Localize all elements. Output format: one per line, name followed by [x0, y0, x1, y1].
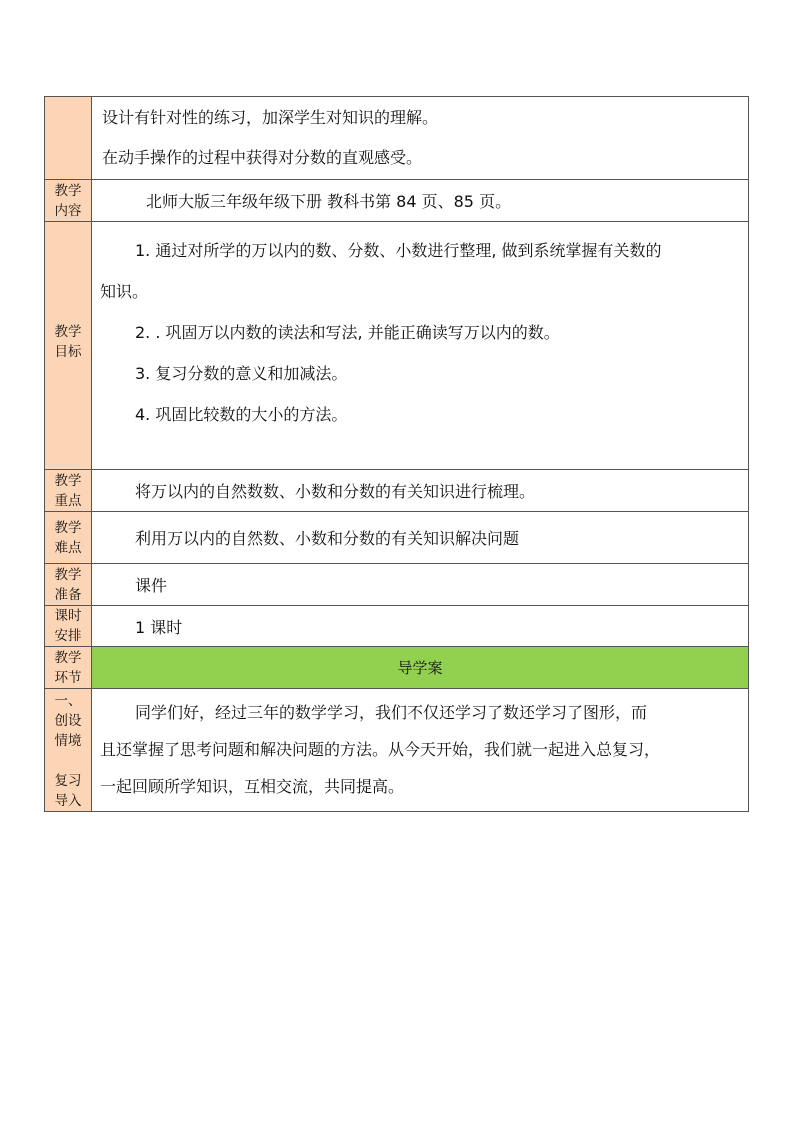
row-label: 教学 准备 [45, 564, 92, 606]
empty-label-cell [45, 97, 92, 180]
difficulties-row [45, 512, 749, 564]
row-label: 教学 内容 [45, 180, 92, 222]
stage-header: 导学案 [92, 647, 749, 689]
preparation-text: 课件 [92, 564, 749, 606]
goals-continued-row [45, 97, 749, 180]
objective-item: 知识。 [100, 282, 149, 301]
text-line: 且还掌握了思考问题和解决问题的方法。从今天开始，我们就一起进入总复习， [100, 740, 661, 759]
row-label: 一、 创设 情境 复习 导入 [45, 689, 92, 812]
objective-item: 4. 巩固比较数的大小的方法。 [135, 405, 348, 424]
content-row [45, 180, 749, 222]
intro-row [45, 689, 749, 812]
objectives-content [92, 222, 749, 470]
schedule-text: 1 课时 [92, 606, 749, 647]
row-label: 教学 环节 [45, 647, 92, 689]
stage-row [45, 647, 749, 689]
objective-item: 1. 通过对所学的万以内的数、分数、小数进行整理, 做到系统掌握有关数的 [135, 241, 662, 260]
objective-item: 3. 复习分数的意义和加减法。 [135, 364, 348, 383]
text-line: 设计有针对性的练习，加深学生对知识的理解。 [102, 108, 439, 127]
key-points-row [45, 470, 749, 512]
text-line: 在动手操作的过程中获得对分数的直观感受。 [102, 148, 423, 167]
row-label: 教学 重点 [45, 470, 92, 512]
content-text: 北师大版三年级年级下册 教科书第 84 页、85 页。 [92, 180, 749, 222]
objective-item: 2. . 巩固万以内数的读法和写法, 并能正确读写万以内的数。 [135, 323, 560, 342]
schedule-row [45, 606, 749, 647]
preparation-row [45, 564, 749, 606]
row-label: 教学 难点 [45, 512, 92, 564]
lesson-plan-table [44, 96, 749, 812]
row-label: 教学 目标 [45, 222, 92, 470]
intro-content [92, 689, 749, 812]
goals-continued-content [92, 97, 749, 180]
key-points-text: 将万以内的自然数数、小数和分数的有关知识进行梳理。 [92, 470, 749, 512]
text-line: 一起回顾所学知识，互相交流，共同提高。 [100, 777, 405, 796]
objectives-row [45, 222, 749, 470]
text-line: 同学们好，经过三年的数学学习，我们不仅还学习了数还学习了图形，而 [135, 703, 648, 722]
row-label: 课时 安排 [45, 606, 92, 647]
difficulties-text: 利用万以内的自然数、小数和分数的有关知识解决问题 [92, 512, 749, 564]
